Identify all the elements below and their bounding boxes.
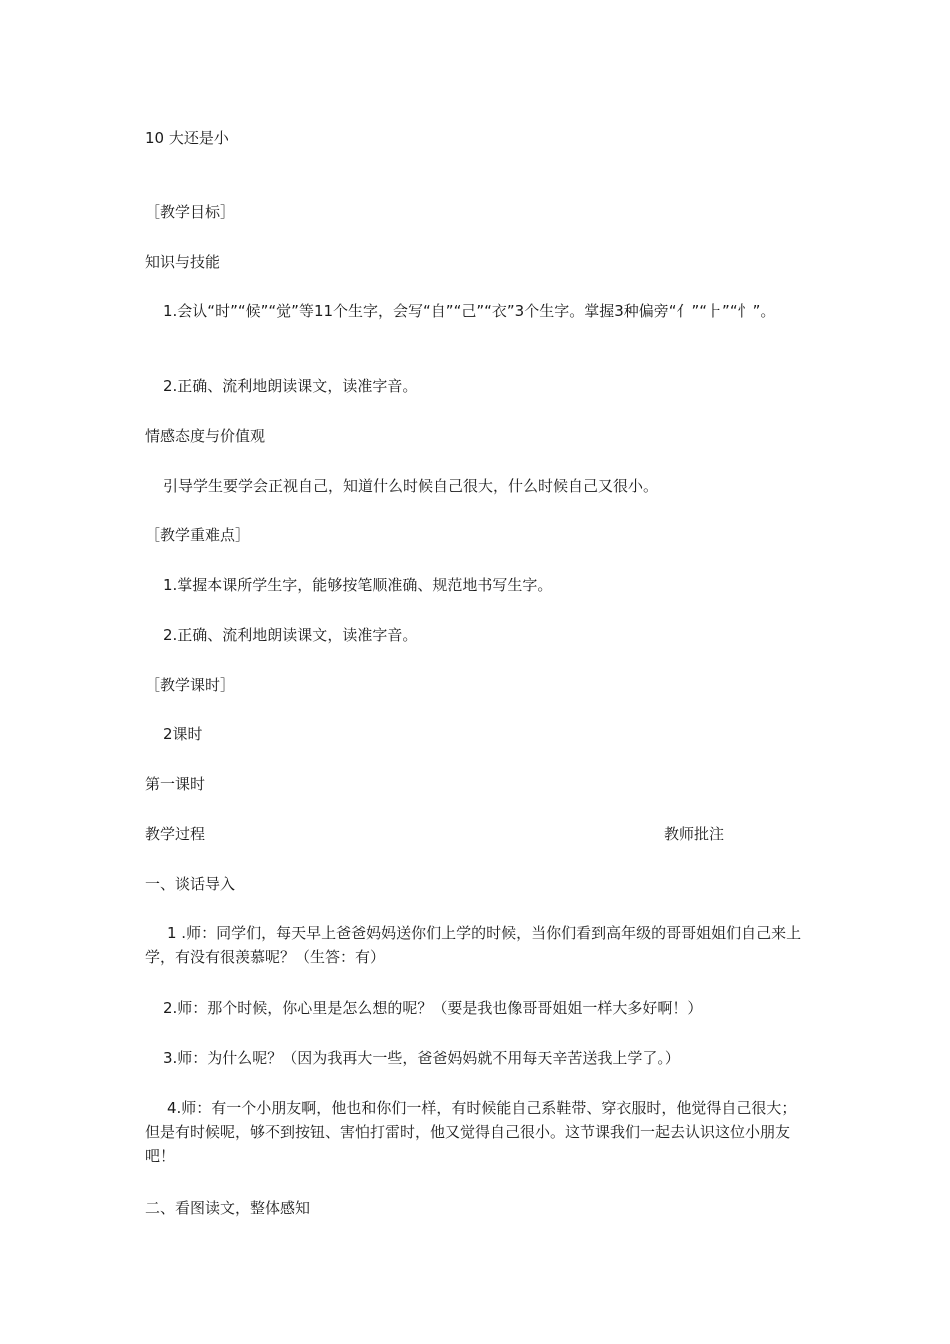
goals-heading: ［教学目标］ [145, 203, 236, 221]
hours-heading: ［教学课时］ [145, 676, 236, 694]
emotion-item-1: 引导学生要学会正视自己，知道什么时候自己很大，什么时候自己又很小。 [163, 477, 659, 495]
part1-heading: 一、谈话导入 [145, 875, 236, 893]
key-point-1: 1.掌握本课所学生字，能够按笔顺准确、规范地书写生字。 [163, 576, 553, 594]
hours-value: 2课时 [163, 725, 203, 743]
part2-heading: 二、看图读文，整体感知 [145, 1199, 311, 1217]
part1-item-4: 4.师：有一个小朋友啊，他也和你们一样，有时候能自己系鞋带、穿衣服时，他觉得自己很大；但是有时候呢，够不到按钮、害怕打雷时，他又觉得自己很小。这节课我们一起去认识这位小朋友吧！ [145, 1099, 797, 1165]
process-label: 教学过程 [145, 825, 206, 843]
knowledge-item-2: 2.正确、流利地朗读课文，读准字音。 [163, 377, 418, 395]
teacher-notes-label: 教师批注 [664, 825, 725, 843]
part1-item-3: 3.师：为什么呢？（因为我再大一些，爸爸妈妈就不用每天辛苦送我上学了。） [163, 1049, 680, 1067]
part1-item-2: 2.师：那个时候，你心里是怎么想的呢？（要是我也像哥哥姐姐一样大多好啊！） [163, 999, 703, 1017]
lesson-title: 10 大还是小 [145, 129, 229, 147]
knowledge-item-1: 1.会认“时”“候”“觉”等11个生字，会写“自”“己”“衣”3个生字。掌握3种偏旁“亻”“⺊”“忄”。 [163, 302, 776, 320]
key-points-heading: ［教学重难点］ [145, 526, 251, 544]
emotion-heading: 情感态度与价值观 [145, 427, 266, 445]
knowledge-heading: 知识与技能 [145, 253, 221, 271]
first-lesson-heading: 第一课时 [145, 775, 206, 793]
key-point-2: 2.正确、流利地朗读课文，读准字音。 [163, 626, 418, 644]
part1-item-1: 1 .师：同学们，每天早上爸爸妈妈送你们上学的时候，当你们看到高年级的哥哥姐姐们自己来上学，有没有很羡慕呢？（生答：有） [145, 924, 802, 966]
